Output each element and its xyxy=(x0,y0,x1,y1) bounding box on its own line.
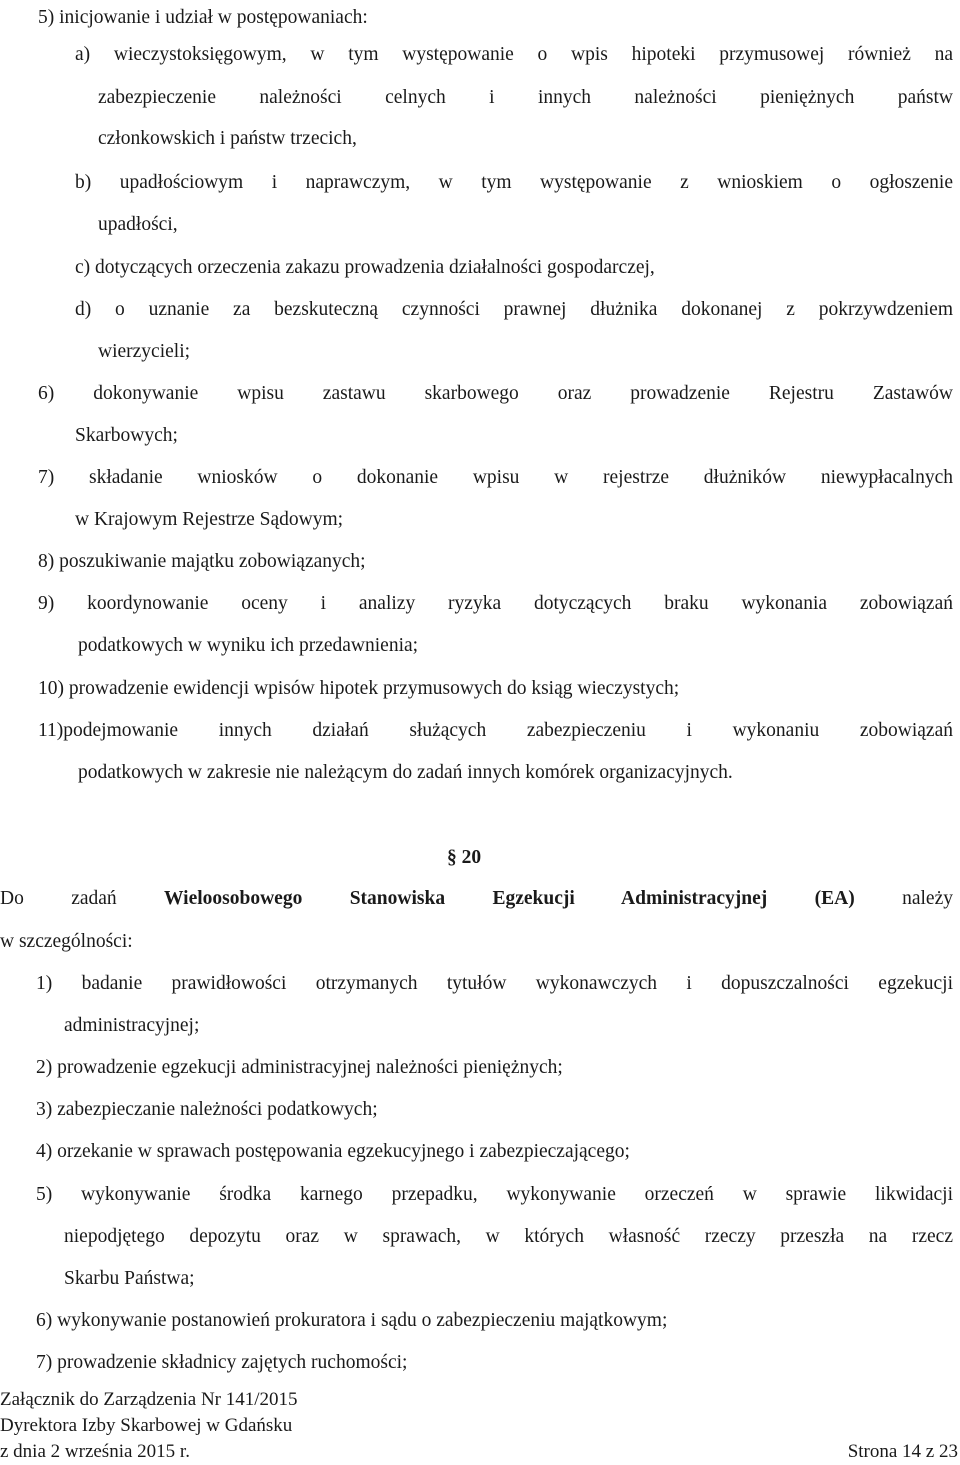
item-10: 10) prowadzenie ewidencji wpisów hipotek przymusowych do ksiąg wieczystych; xyxy=(38,678,680,699)
item-5b-line1: b) upadłościowym i naprawczym, w tym występowanie z wnioskiem o ogłoszenie xyxy=(75,172,953,193)
s20-item-4: 4) orzekanie w sprawach postępowania egzekucyjnego i zabezpieczającego; xyxy=(36,1141,630,1162)
item-11-line2: podatkowych w zakresie nie należącym do zadań innych komórek organizacyjnych. xyxy=(78,762,733,783)
item-5b-line2: upadłości, xyxy=(98,214,178,235)
section-heading-20: § 20 xyxy=(447,847,482,868)
item-6-line1: 6) dokonywanie wpisu zastawu skarbowego oraz prowadzenie Rejestru Zastawów xyxy=(38,383,953,404)
footer-attachment: Załącznik do Zarządzenia Nr 141/2015 xyxy=(0,1389,298,1410)
s20-item-6: 6) wykonywanie postanowień prokuratora i sądu o zabezpieczeniu majątkowym; xyxy=(36,1310,668,1331)
item-6-line2: Skarbowych; xyxy=(75,425,178,446)
s20-item-5-line2: niepodjętego depozytu oraz w sprawach, w których własność rzeczy przeszła na rzecz xyxy=(64,1226,953,1247)
footer-date: z dnia 2 września 2015 r. xyxy=(0,1441,190,1462)
s20-item-5-line1: 5) wykonywanie środka karnego przepadku, wykonywanie orzeczeń w sprawie likwidacji xyxy=(36,1184,953,1205)
item-5d-line1: d) o uznanie za bezskuteczną czynności prawnej dłużnika dokonanej z pokrzywdzeniem xyxy=(75,299,953,320)
unit-name-bold: Wieloosobowego Stanowiska Egzekucji Administracyjnej (EA) xyxy=(164,888,855,909)
footer-director: Dyrektora Izby Skarbowej w Gdańsku xyxy=(0,1415,293,1436)
item-8: 8) poszukiwanie majątku zobowiązanych; xyxy=(38,551,366,572)
page-number: Strona 14 z 23 xyxy=(847,1441,958,1462)
item-7-line1: 7) składanie wniosków o dokonanie wpisu w rejestrze dłużników niewypłacalnych xyxy=(38,467,953,488)
s20-item-3: 3) zabezpieczanie należności podatkowych; xyxy=(36,1099,378,1120)
s20-item-1-line1: 1) badanie prawidłowości otrzymanych tytułów wykonawczych i dopuszczalności egzekucji xyxy=(36,973,953,994)
section-20-intro-line2: w szczególności: xyxy=(0,931,133,952)
item-5: 5) inicjowanie i udział w postępowaniach: xyxy=(38,7,368,28)
section-20-intro: Do zadań Wieloosobowego Stanowiska Egzekucji Administracyjnej (EA) należy xyxy=(0,888,953,909)
item-5d-line2: wierzycieli; xyxy=(98,341,191,362)
item-5a-line2: zabezpieczenie należności celnych i innych należności pieniężnych państw xyxy=(98,87,953,108)
item-7-line2: w Krajowym Rejestrze Sądowym; xyxy=(75,509,344,530)
item-9-line2: podatkowych w wyniku ich przedawnienia; xyxy=(78,635,419,656)
s20-item-5-line3: Skarbu Państwa; xyxy=(64,1268,195,1289)
item-11-line1: 11)podejmowanie innych działań służących zabezpieczeniu i wykonaniu zobowiązań xyxy=(38,720,953,741)
item-9-line1: 9) koordynowanie oceny i analizy ryzyka dotyczących braku wykonania zobowiązań xyxy=(38,593,953,614)
item-5c: c) dotyczących orzeczenia zakazu prowadzenia działalności gospodarczej, xyxy=(75,257,655,278)
item-5a-line3: członkowskich i państw trzecich, xyxy=(98,128,357,149)
s20-item-7: 7) prowadzenie składnicy zajętych ruchomości; xyxy=(36,1352,408,1373)
item-5a-line1: a) wieczystoksięgowym, w tym występowanie o wpis hipoteki przymusowej również na xyxy=(75,44,953,65)
s20-item-1-line2: administracyjnej; xyxy=(64,1015,200,1036)
s20-item-2: 2) prowadzenie egzekucji administracyjnej należności pieniężnych; xyxy=(36,1057,563,1078)
